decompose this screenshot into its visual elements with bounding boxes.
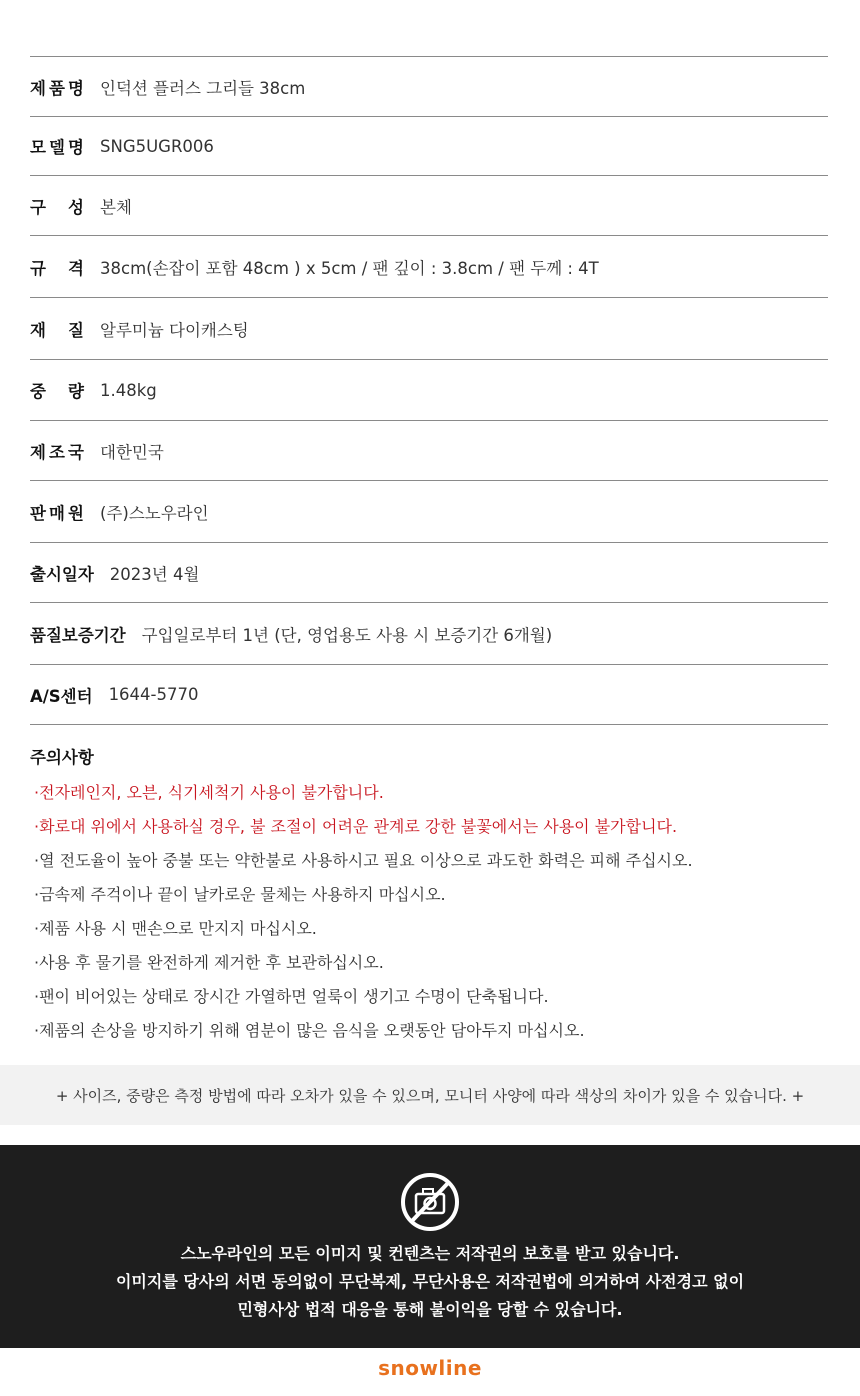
spec-row-material (30, 297, 828, 359)
spec-label-char: 제 (30, 78, 46, 98)
spec-label (30, 439, 84, 463)
spec-value: 2023년 4월 (109, 564, 200, 584)
spec-label-char: 원 (68, 503, 84, 523)
spec-label-char: 조 (49, 442, 65, 462)
note-item: ·제품의 손상을 방지하기 위해 염분이 많은 음식을 오랫동안 담아두지 마십시오. (34, 1021, 585, 1040)
spec-label (30, 317, 84, 341)
spec-label-char: 질 (68, 320, 84, 340)
spec-label-char: 판 (30, 503, 46, 523)
spec-value: 구입일로부터 1년 (단, 영업용도 사용 시 보증기간 6개월) (141, 625, 553, 645)
notes-title: 주의사항 (30, 748, 94, 767)
spec-label-char: 량 (68, 382, 84, 401)
disclaimer-bar (0, 1065, 860, 1125)
spec-label-char: 명 (68, 78, 84, 98)
note-item: ·금속제 주걱이나 끝이 날카로운 물체는 사용하지 마십시오. (34, 885, 446, 904)
spec-value: (주)스노우라인 (100, 503, 209, 523)
brand-logo: snowline (378, 1356, 482, 1380)
spec-label-char: 성 (68, 197, 84, 217)
note-item: ·화로대 위에서 사용하실 경우, 불 조절이 어려운 관계로 강한 불꽃에서는 사용이 불가합니다. (34, 817, 678, 836)
spec-table (30, 56, 828, 725)
disclaimer-text: + 사이즈, 중량은 측정 방법에 따라 오차가 있을 수 있으며, 모니터 사양에 따라 색상의 차이가 있을 수 있습니다. + (55, 1086, 805, 1105)
spec-value: 1644-5770 (108, 685, 199, 704)
spec-row-seller (30, 480, 828, 542)
spec-label (30, 378, 84, 402)
copyright-line: 민형사상 법적 대응을 통해 불이익을 당할 수 있습니다. (237, 1300, 623, 1319)
notes-list (34, 780, 693, 1052)
spec-value: 알루미늄 다이캐스팅 (100, 320, 249, 340)
spec-label-char: 제 (30, 442, 46, 462)
spec-label-char: 모 (30, 138, 46, 157)
note-item: ·팬이 비어있는 상태로 장시간 가열하면 얼룩이 생기고 수명이 단축됩니다. (34, 987, 549, 1006)
spec-label-char: 재 (30, 320, 46, 340)
spec-label-char: 중 (30, 382, 46, 401)
spec-row-as-center (30, 664, 828, 725)
copyright-line: 이미지를 당사의 서면 동의없이 무단복제, 무단사용은 저작권법에 의거하여 사전경고 없이 (115, 1272, 745, 1291)
note-item: ·제품 사용 시 맨손으로 만지지 마십시오. (34, 919, 317, 938)
spec-label-char: 구 (30, 197, 46, 217)
spec-value: 인덕션 플러스 그리들 38cm (100, 78, 306, 98)
spec-row-warranty (30, 602, 828, 664)
spec-label (30, 255, 84, 279)
note-item: ·전자레인지, 오븐, 식기세척기 사용이 불가합니다. (34, 783, 384, 802)
spec-label (30, 134, 84, 158)
no-camera-icon (400, 1172, 460, 1232)
spec-label: 품질보증기간 (30, 625, 126, 645)
copyright-footer (0, 1145, 860, 1348)
spec-row-size (30, 235, 828, 297)
spec-label-char: 델 (49, 138, 65, 157)
spec-row-composition (30, 175, 828, 235)
spec-label (30, 500, 84, 524)
spec-value: 대한민국 (100, 442, 164, 462)
spec-row-country (30, 420, 828, 480)
spec-value: 본체 (100, 197, 132, 217)
spec-label-char: 품 (49, 78, 65, 98)
spec-row-release-date (30, 542, 828, 602)
spec-label-char: 격 (68, 258, 84, 278)
spec-label-char: 명 (68, 138, 84, 157)
spec-label: 출시일자 (30, 564, 94, 584)
spec-label-char: 매 (49, 503, 65, 523)
spec-label-char: 규 (30, 258, 46, 278)
spec-label-char: 국 (68, 442, 84, 462)
note-item: ·사용 후 물기를 완전하게 제거한 후 보관하십시오. (34, 953, 384, 972)
spec-value: 1.48kg (100, 380, 157, 400)
spec-value: 38cm(손잡이 포함 48cm ) x 5cm / 팬 깊이 : 3.8cm / 팬 두께 : 4T (100, 258, 599, 278)
spec-row-weight (30, 359, 828, 420)
spec-label (30, 75, 84, 99)
copyright-line: 스노우라인의 모든 이미지 및 컨텐츠는 저작권의 보호를 받고 있습니다. (180, 1244, 680, 1263)
spec-label: A/S센터 (30, 686, 93, 706)
spec-row-product-name (30, 56, 828, 116)
note-item: ·열 전도율이 높아 중불 또는 약한불로 사용하시고 필요 이상으로 과도한 화력은 피해 주십시오. (34, 851, 693, 870)
spec-row-model-name (30, 116, 828, 175)
spec-value: SNG5UGR006 (100, 136, 214, 156)
copyright-text (0, 1240, 860, 1324)
spec-label (30, 194, 84, 218)
